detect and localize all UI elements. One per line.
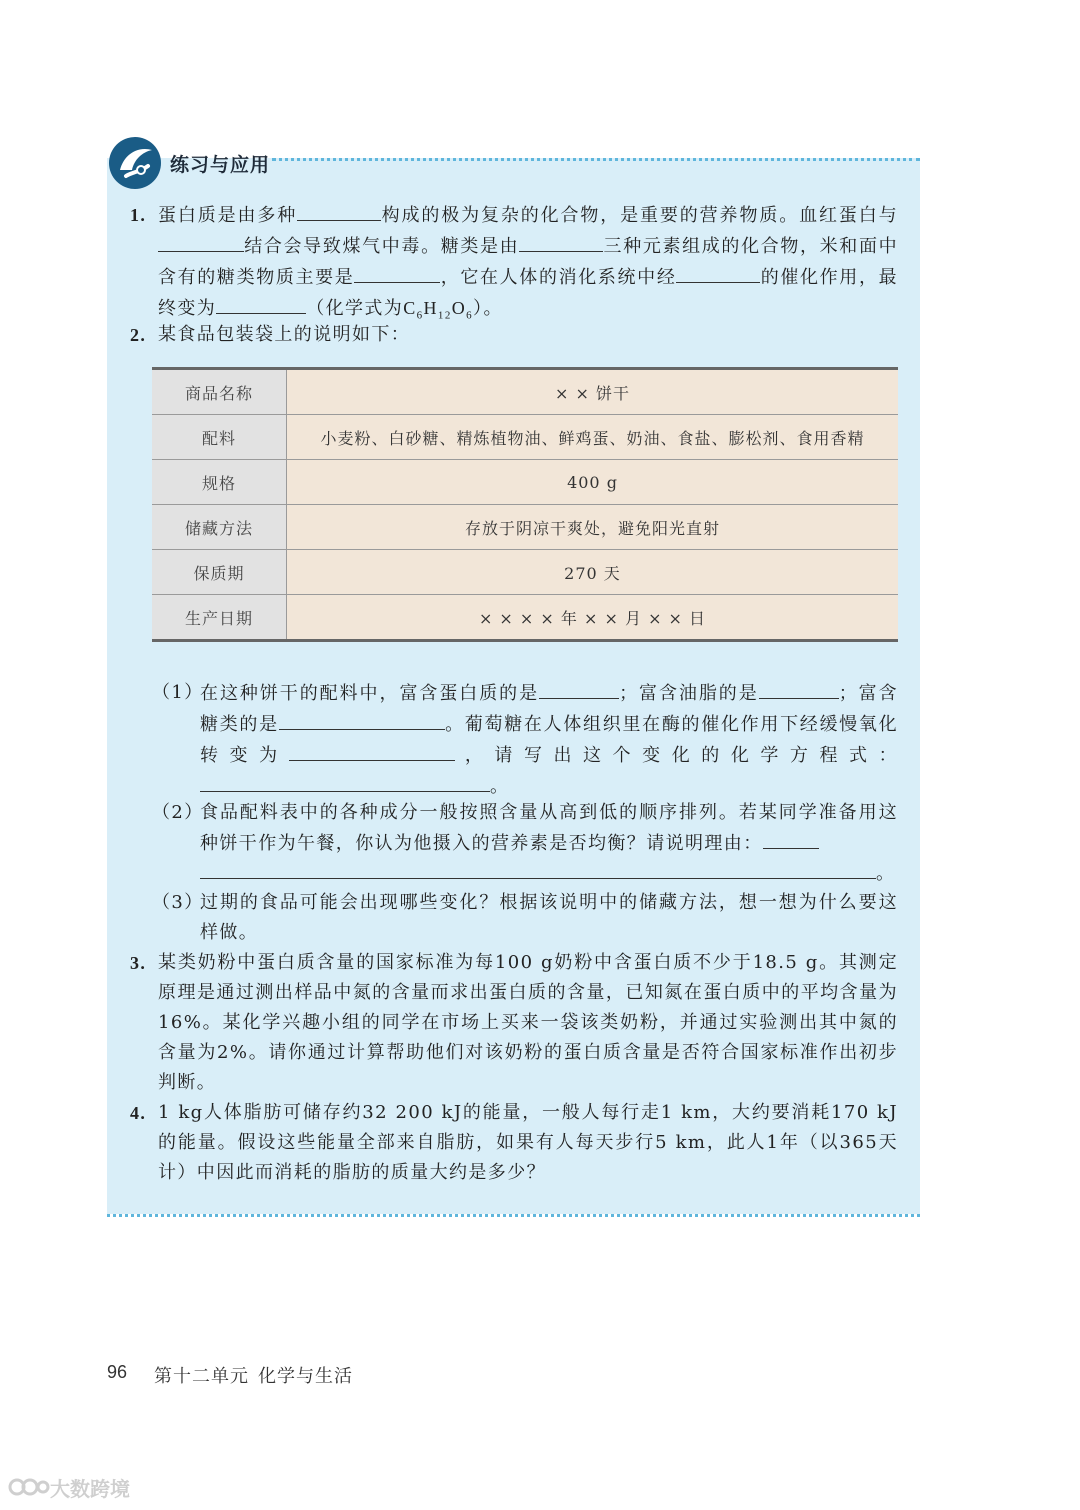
subquestion-1: 在这种饼干的配料中，富含蛋白质的是 ；富含油脂的是 ；富含糖类的是 。葡萄糖在人体组织里在酶的催化作用下经缓慢氧化转变为 ，请写出这个变化的化学方程式：。 (200, 678, 898, 802)
subquestion-2-answer-line: 。 (200, 858, 898, 889)
blank[interactable] (759, 678, 839, 699)
blank[interactable] (297, 200, 381, 221)
page-number: 96 (107, 1362, 128, 1382)
table-key: 商品名称 (152, 369, 287, 415)
blank[interactable] (354, 262, 440, 283)
subquestion-2-label: （2） (152, 802, 204, 823)
subquestion-1-label: （1） (152, 682, 204, 703)
table-value: 400 g (287, 460, 899, 505)
table-key: 生产日期 (152, 595, 287, 641)
blank[interactable] (216, 293, 306, 314)
blank[interactable] (763, 828, 819, 849)
watermark-logo-icon (8, 1476, 50, 1498)
section-title: 练习与应用 (170, 154, 271, 176)
watermark-text: 大数跨境 (50, 1477, 130, 1501)
blank[interactable] (289, 740, 455, 761)
subquestion-3-label: （3） (152, 892, 204, 913)
practice-logo-icon (108, 136, 162, 190)
question-1: 蛋白质是由多种 构成的极为复杂的化合物，是重要的营养物质。血红蛋白与结合会导致煤气中毒。糖类是由 三种元素组成的化合物，米和面中含有的糖类物质主要是 ，它在人体的消化系统中经 的催化作用，最终变为 （化学式为$C_6H_{12}O_6$）。 (158, 200, 898, 324)
question-4-number: 4. (130, 1103, 147, 1123)
bottom-dotted-rule (107, 1214, 920, 1217)
question-3: 某类奶粉中蛋白质含量的国家标准为每100 g奶粉中含蛋白质不少于18.5 g。其测定原理是通过测出样品中氮的含量而求出蛋白质的含量，已知氮在蛋白质中的平均含量为16%。某化学兴趣小组的同学在市场上买来一袋该类奶粉，并通过实验测出其中氮的含量为2%。请你通过计算帮助他们对该奶粉的蛋白质含量是否符合国家标准作出初步判断。 (158, 952, 898, 1093)
food-label-table (152, 367, 898, 642)
table-row (152, 460, 898, 505)
table-value: 小麦粉、白砂糖、精炼植物油、鲜鸡蛋、奶油、食盐、膨松剂、食用香精 (287, 415, 899, 460)
table-row (152, 369, 898, 415)
table-key: 储藏方法 (152, 505, 287, 550)
blank[interactable] (676, 262, 760, 283)
question-4: 1 kg人体脂肪可储存约32 200 kJ的能量，一般人每行走1 km，大约要消耗170 kJ的能量。假设这些能量全部来自脂肪，如果有人每天步行5 km，此人1年（以365天计）中因此而消耗的脂肪的质量大约是多少？ (158, 1102, 898, 1183)
question-3-number: 3. (130, 953, 147, 973)
table-value: × × × × 年 × × 月 × × 日 (287, 595, 899, 641)
table-row (152, 595, 898, 641)
unit-title: 第十二单元 (154, 1366, 249, 1387)
table-value: × × 饼干 (287, 369, 899, 415)
top-dotted-rule (272, 158, 920, 161)
blank[interactable] (200, 858, 876, 879)
blank[interactable] (158, 231, 244, 252)
blank[interactable] (200, 771, 490, 792)
glucose-formula: $C_6H_{12}O_6$ (403, 298, 474, 322)
question-2-number: 2. (130, 325, 147, 345)
question-2-intro: 某食品包装袋上的说明如下： (158, 324, 411, 345)
table-value: 270 天 (287, 550, 899, 595)
table-row (152, 415, 898, 460)
subquestion-2: 食品配料表中的各种成分一般按照含量从高到低的顺序排列。若某同学准备用这种饼干作为午餐，你认为他摄入的营养素是否均衡？请说明理由： (200, 802, 898, 854)
table-value: 存放于阴凉干爽处，避免阳光直射 (287, 505, 899, 550)
blank[interactable] (539, 678, 619, 699)
table-row (152, 550, 898, 595)
unit-subject: 化学与生活 (258, 1366, 353, 1387)
blank[interactable] (279, 709, 445, 730)
subquestion-3: 过期的食品可能会出现哪些变化？根据该说明中的储藏方法，想一想为什么要这样做。 (200, 892, 898, 943)
question-1-number: 1. (130, 205, 147, 225)
blank[interactable] (519, 231, 603, 252)
table-key: 保质期 (152, 550, 287, 595)
table-key: 规格 (152, 460, 287, 505)
table-row (152, 505, 898, 550)
table-key: 配料 (152, 415, 287, 460)
